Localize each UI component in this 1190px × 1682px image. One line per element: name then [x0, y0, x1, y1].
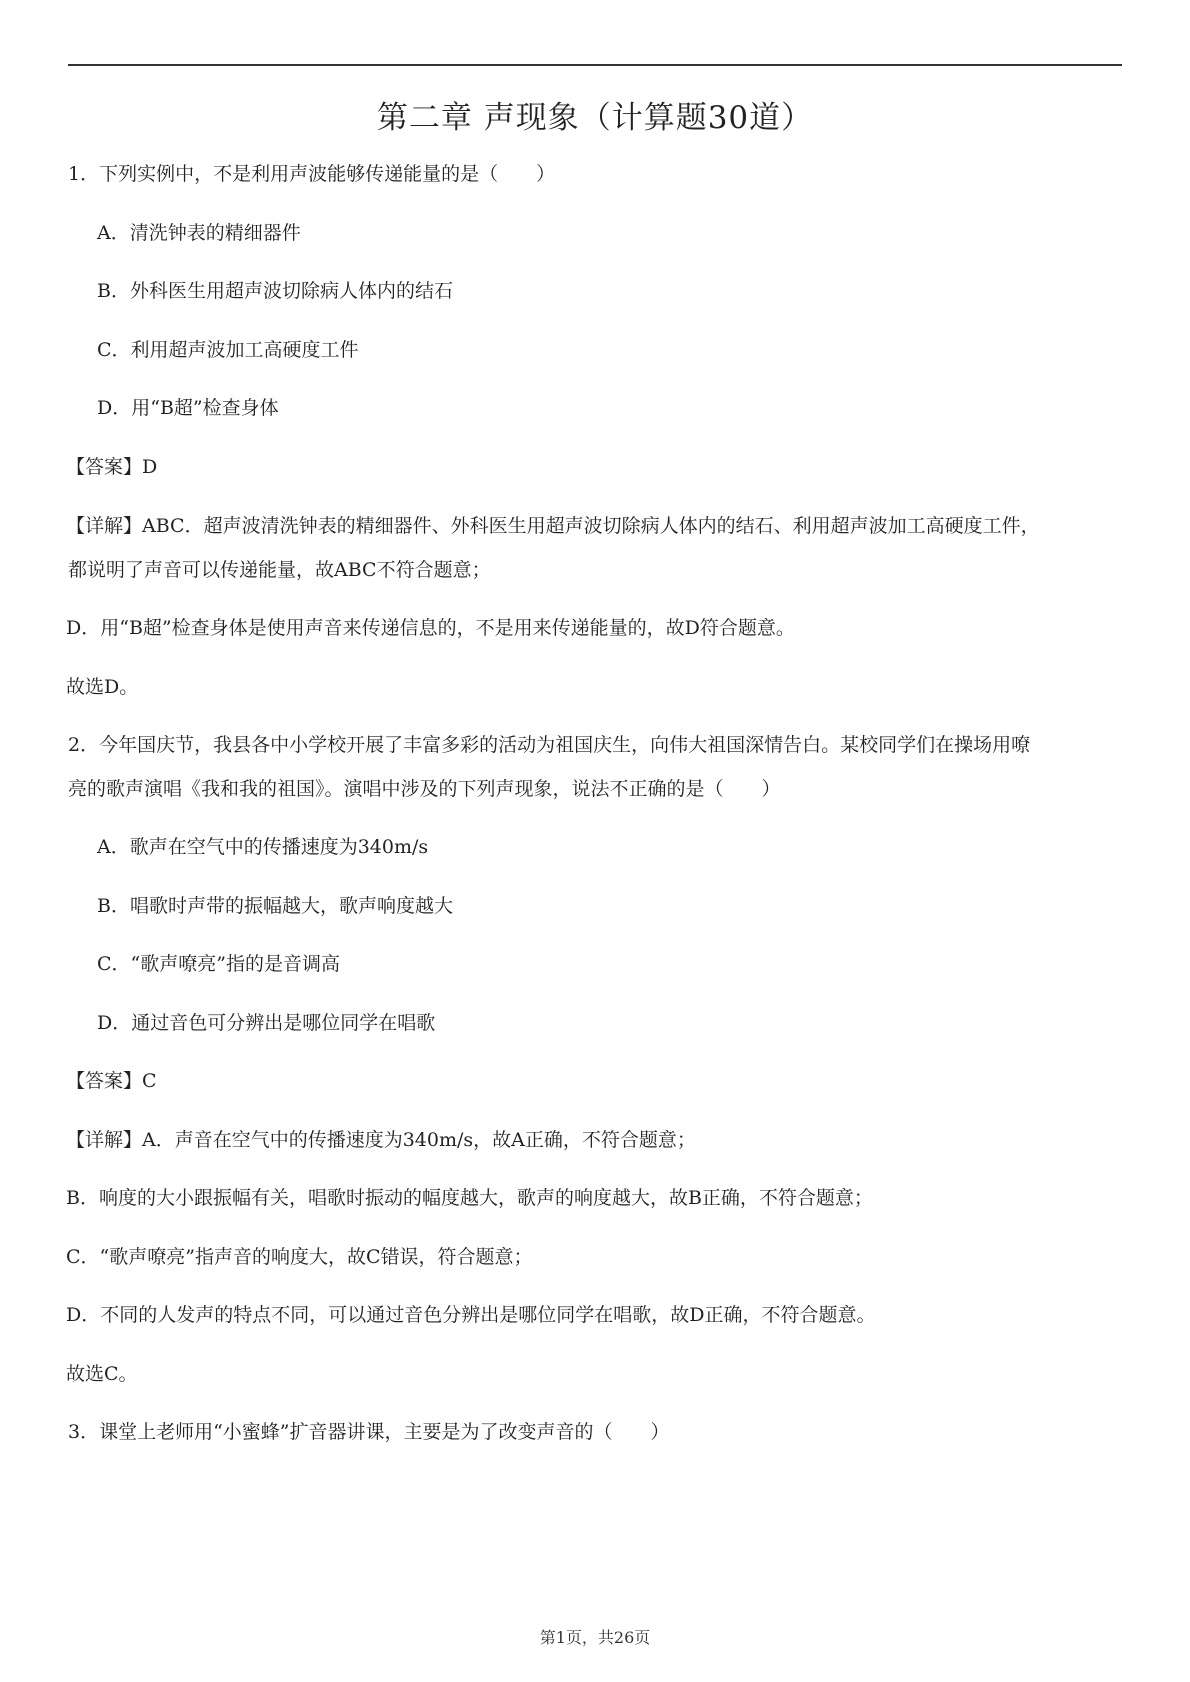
question-1-option-c: C．利用超声波加工高硬度工件	[97, 339, 359, 361]
question-2-conclusion: 故选C。	[66, 1363, 138, 1385]
question-1-stem: 1．下列实例中，不是利用声波能够传递能量的是（ ）	[68, 163, 556, 185]
question-2-analysis-line-3: C．“歌声嘹亮”指声音的响度大，故C错误，符合题意；	[66, 1246, 533, 1268]
question-2-option-d: D．通过音色可分辨出是哪位同学在唱歌	[97, 1012, 436, 1034]
question-1-option-a: A．清洗钟表的精细器件	[97, 222, 301, 244]
question-2-option-b: B．唱歌时声带的振幅越大，歌声响度越大	[97, 895, 453, 917]
question-2-option-c: C．“歌声嘹亮”指的是音调高	[97, 953, 340, 975]
question-2-stem-line-2: 亮的歌声演唱《我和我的祖国》。演唱中涉及的下列声现象，说法不正确的是（ ）	[68, 778, 781, 800]
page-title: 第二章 声现象（计算题30道）	[376, 100, 814, 136]
question-3-stem: 3．课堂上老师用“小蜜蜂”扩音器讲课，主要是为了改变声音的（ ）	[68, 1421, 670, 1443]
question-2-analysis-line-2: B．响度的大小跟振幅有关，唱歌时振动的幅度越大，歌声的响度越大，故B正确，不符合题意；	[66, 1187, 873, 1209]
question-2-answer: 【答案】C	[66, 1070, 157, 1092]
question-1-analysis-line-3: D．用“B超”检查身体是使用声音来传递信息的，不是用来传递能量的，故D符合题意。	[66, 617, 795, 639]
question-2-stem-line-1: 2．今年国庆节，我县各中小学校开展了丰富多彩的活动为祖国庆生，向伟大祖国深情告白。某校同学们在操场用嘹	[68, 734, 1031, 756]
question-2-option-a: A．歌声在空气中的传播速度为340m/s	[97, 836, 429, 858]
question-1-option-d: D．用“B超”检查身体	[97, 397, 279, 419]
question-1-analysis-line-1: 【详解】ABC．超声波清洗钟表的精细器件、外科医生用超声波切除病人体内的结石、利用超声波加工高硬度工件，	[66, 515, 1040, 537]
question-1-analysis-line-2: 都说明了声音可以传递能量，故ABC不符合题意；	[68, 559, 491, 581]
page-number: 第1页，共26页	[539, 1628, 651, 1647]
question-2-analysis-line-4: D．不同的人发声的特点不同，可以通过音色分辨出是哪位同学在唱歌，故D正确，不符合题意。	[66, 1304, 876, 1326]
question-2-analysis-line-1: 【详解】A．声音在空气中的传播速度为340m/s，故A正确，不符合题意；	[66, 1129, 696, 1151]
question-1-answer: 【答案】D	[66, 456, 158, 478]
question-1-conclusion: 故选D。	[66, 676, 139, 698]
question-1-option-b: B．外科医生用超声波切除病人体内的结石	[97, 280, 453, 302]
header-rule	[68, 64, 1122, 66]
